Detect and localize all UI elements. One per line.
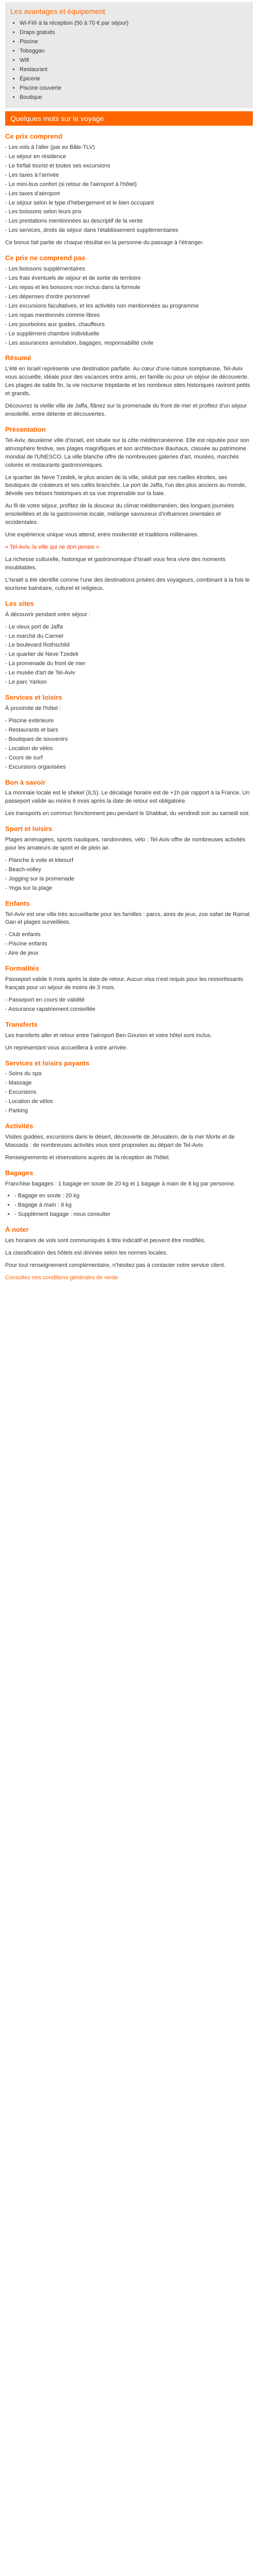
section-title-children: Enfants (5, 899, 30, 907)
paragraph: Une expérience unique vous attend, entre modernité et traditions millénaires. (5, 532, 199, 538)
paragraph: Renseignements et réservations auprès de la réception de l'hôtel. (5, 1154, 170, 1161)
section-title-formalities: Formalités (5, 964, 39, 973)
section-title-sites: Les sites (5, 599, 34, 607)
terms-link[interactable]: Consultez nos conditions générales de vente (5, 1274, 118, 1281)
paragraph: L'été en Israël représente une destination parfaite. Au cœur d'une nature somptueuse, Tel-Aviv vous accueille, idéale pour des vacances entre amis, en famille ou pour un séjour de découverte. Les plages de sable fin, la vie nocturne trépidante et les nombreux sites historiques raviront petits et grands. (5, 366, 250, 397)
paragraph: Découvrez la vieille ville de Jaffa, flânez sur la promenade du front de mer et profitez d'un séjour ensoleillé, entre détente et découvertes. (5, 403, 247, 417)
list-item: - Soins du spa (5, 1071, 42, 1077)
list-item: - Location de vélos (5, 745, 53, 752)
list-item: - Aire de jeux (5, 950, 39, 957)
list-item: - Les pourboires aux guides, chauffeurs (5, 321, 105, 328)
children-list (5, 931, 253, 958)
list-item: - Yoga sur la plage (5, 885, 53, 891)
list-item: - Le séjour en résidence (5, 153, 67, 160)
list-item: - Restaurants et bars (5, 726, 58, 733)
section-title-services-leisure: Services et loisirs (5, 693, 62, 702)
list-item: • Wi-Fi® à la réception (50 à 70 € par séjour) (20, 20, 248, 28)
section-title-good-to-know: Bon à savoir (5, 778, 46, 786)
list-item: • Toboggan (20, 47, 248, 56)
list-item: - Location de vélos (5, 1098, 53, 1105)
list-item: - Les excursions facultatives, et les activités non mentionnées au programme (5, 302, 199, 309)
list-item: - Assurance rapatriement conseillée (5, 1006, 95, 1012)
luggage-list (5, 1192, 253, 1219)
paragraph: Visites guidées, excursions dans le désert, découverte de Jérusalem, de la mer Morte et de Massada : de nombreuses activités vous sont proposées au départ de Tel-Aviv. (5, 1133, 235, 1148)
list-item: • Wifi (20, 57, 248, 65)
list-item: - Excursions (5, 1089, 37, 1096)
list-item: - Le quartier de Neve Tzedek (5, 651, 79, 658)
section-title-paid-services: Services et loisirs payants (5, 1059, 90, 1067)
list-item: - Les dépenses d'ordre personnel (5, 293, 90, 300)
section-title-important: À noter (5, 1226, 29, 1234)
list-item: - Club enfants (5, 931, 41, 938)
list-item: • Restaurant (20, 66, 248, 74)
section-header: Quelques mots sur le voyage (5, 111, 253, 126)
list-item: - Excursions organisées (5, 764, 66, 770)
list-item: - Le boulevard Rothschild (5, 642, 70, 649)
paragraph: Pour tout renseignement complémentaire, n'hésitez pas à contacter notre service client. (5, 1262, 226, 1268)
list-item: - Les vols à l'aller (par ex Bâle-TLV) (5, 144, 95, 150)
list-item: • Boutique (20, 94, 248, 102)
list-item: - Piscine enfants (5, 941, 47, 947)
list-item: • Piscine couverte (20, 84, 248, 93)
paragraph: La monnaie locale est le shekel (ILS). Le décalage horaire est de +1h par rapport à la France. Un passeport valide au moins 6 mois après la date de retour est obligatoire. (5, 790, 250, 805)
section-title-included: Ce prix comprend (5, 132, 62, 141)
services-leisure-list (5, 717, 253, 772)
list-item: - Le marché du Carmel (5, 633, 63, 639)
list-item: • - Supplément bagage : nous consulter (14, 1211, 253, 1219)
list-item: - Passeport en cours de validité (5, 996, 85, 1003)
list-item: - Le forfait tourist et toutes ses excursions (5, 162, 110, 169)
paragraph: À découvrir pendant votre séjour : (5, 611, 91, 618)
list-item: - Parking (5, 1108, 28, 1114)
list-item: • Épicerie (20, 75, 248, 83)
included-list (5, 144, 253, 235)
list-item: - Les services, droits de séjour dans l'établissement supplémentaires (5, 227, 179, 234)
paragraph: À proximité de l'hôtel : (5, 705, 61, 711)
list-item: - Jogging sur la promenade (5, 875, 74, 882)
list-item: - Les boissons supplémentaires (5, 266, 85, 273)
paragraph: Passeport valide 6 mois après la date de retour. Aucun visa n'est requis pour les ressortissants français pour un séjour de moins de 3 mois. (5, 976, 244, 991)
list-item: - Les taxes à l'arrivée (5, 172, 59, 178)
paragraph: Plages aménagées, sports nautiques, randonnées, vélo : Tel-Aviv offre de nombreuses activités pour les amateurs de sport et de plein air. (5, 837, 246, 851)
paragraph: Tel-Aviv, deuxième ville d'Israël, est située sur la côte méditerranéenne. Elle est réputée pour son atmosphère festive, ses plages magnifiques et son architecture Bauhaus, classée au patrimoine mondial de l'UNESCO. La ville blanche offre de nombreuses galeries d'art, musées, marchés colorés et restaurants gastronomiques. (5, 437, 250, 468)
included-note: Ce bonus fait partie de chaque résultat en la personne du passage à l'étranger. (5, 240, 204, 246)
section-title-activities: Activités (5, 1122, 34, 1130)
formalities-list (5, 996, 253, 1014)
list-item: - Massage (5, 1080, 32, 1087)
advantages-box (5, 2, 253, 108)
paragraph: Un représentant vous accueillera à votre arrivée. (5, 1044, 128, 1051)
list-item: - La promenade du front de mer (5, 660, 86, 667)
list-item: - Cours de surf (5, 754, 43, 761)
paragraph: Le quartier de Neve Tzedek, le plus ancien de la ville, séduit par ses ruelles étroites, ses boutiques de créateurs et ses cafés branchés. Le port de Jaffa, l'un des plus anciens au monde, dévoile ses trésors historiques et sa vue imprenable sur la baie. (5, 474, 247, 497)
paragraph: L'Israël a été identifié comme l'une des destinations prisées des voyageurs, combinant à la fois le tourisme balnéaire, culturel et religieux. (5, 577, 250, 591)
list-item: - Les frais éventuels de séjour et de sortie de territoire (5, 275, 141, 281)
sport-list (5, 857, 253, 893)
sites-list (5, 623, 253, 687)
paid-services-list (5, 1070, 253, 1115)
list-item: • - Bagage en soute : 20 kg (14, 1192, 253, 1200)
section-title-presentation: Présentation (5, 425, 46, 433)
advantages-title: Les avantages et équipement (10, 7, 105, 15)
list-item: - Les boissons selon leurs prix (5, 209, 82, 215)
paragraph: La richesse culturelle, historique et gastronomique d'Israël vous fera vivre des moments inoubliables. (5, 556, 226, 571)
paragraph: La classification des hôtels est donnée selon les normes locales. (5, 1250, 168, 1257)
list-item: - Beach-volley (5, 866, 41, 873)
section-title-not-included: Ce prix ne comprend pas (5, 254, 86, 262)
not-included-list (5, 265, 253, 347)
section-title-summary: Résumé (5, 354, 31, 362)
list-item: - Les repas et les boissons non inclus dans la formule (5, 284, 140, 291)
paragraph: Tel-Aviv est une ville très accueillante pour les familles : parcs, aires de jeux, zoo safari de Ramat Gan et plages surveillées. (5, 911, 250, 926)
paragraph: Les transports en commun fonctionnent peu pendant le Shabbat, du vendredi soir au samedi soir. (5, 810, 250, 817)
list-item: - Les assurances annulation, bagages, responsabilité civile (5, 340, 154, 346)
section-title-transfers: Transferts (5, 1020, 38, 1028)
list-item: - Le séjour selon le type d'hébergement et le bien occupant (5, 199, 154, 206)
list-item: - Les prestations mentionnées au descriptif de la vente (5, 218, 143, 225)
paragraph: Franchise bagages : 1 bagage en soute de 20 kg et 1 bagage à main de 8 kg par personne. (5, 1180, 236, 1187)
paragraph: Les transferts aller et retour entre l'aéroport Ben Gourion et votre hôtel sont inclus. (5, 1032, 212, 1039)
highlight-quote: « Tel-Aviv, la ville qui ne dort jamais » (5, 544, 100, 551)
list-item: - Boutiques de souvenirs (5, 736, 68, 742)
list-item: - Les repas mentionnés comme libres (5, 312, 100, 318)
paragraph: Les horaires de vols sont communiqués à titre indicatif et peuvent être modifiés. (5, 1238, 206, 1244)
list-item: - Le musée d'art de Tel-Aviv (5, 670, 75, 676)
list-item: • - Bagage à main : 8 kg (14, 1201, 253, 1210)
list-item: - Le parc Yarkon (5, 679, 47, 686)
list-item: - Planche à voile et kitesurf (5, 857, 74, 863)
paragraph: Au fil de votre séjour, profitez de la douceur du climat méditerranéen, des longues journées ensoleillées et de la gastronomie locale, mélange savoureux d'influences orientales et occidentales. (5, 503, 234, 526)
list-item: - Les taxes d'aéroport (5, 190, 60, 197)
list-item: • Piscine (20, 38, 248, 46)
list-item: - Le supplément chambre individuelle (5, 330, 100, 337)
list-item: - Le mini-bus confort (si retour de l'aéroport à l'hôtel) (5, 181, 137, 188)
list-item: • Draps gratuits (20, 29, 248, 37)
list-item: - Le vieux port de Jaffa (5, 623, 63, 630)
section-title-luggage: Bagages (5, 1168, 34, 1177)
list-item: - Piscine extérieure (5, 717, 54, 724)
section-title-sport: Sport et loisirs (5, 825, 53, 833)
advantages-list (10, 20, 248, 101)
